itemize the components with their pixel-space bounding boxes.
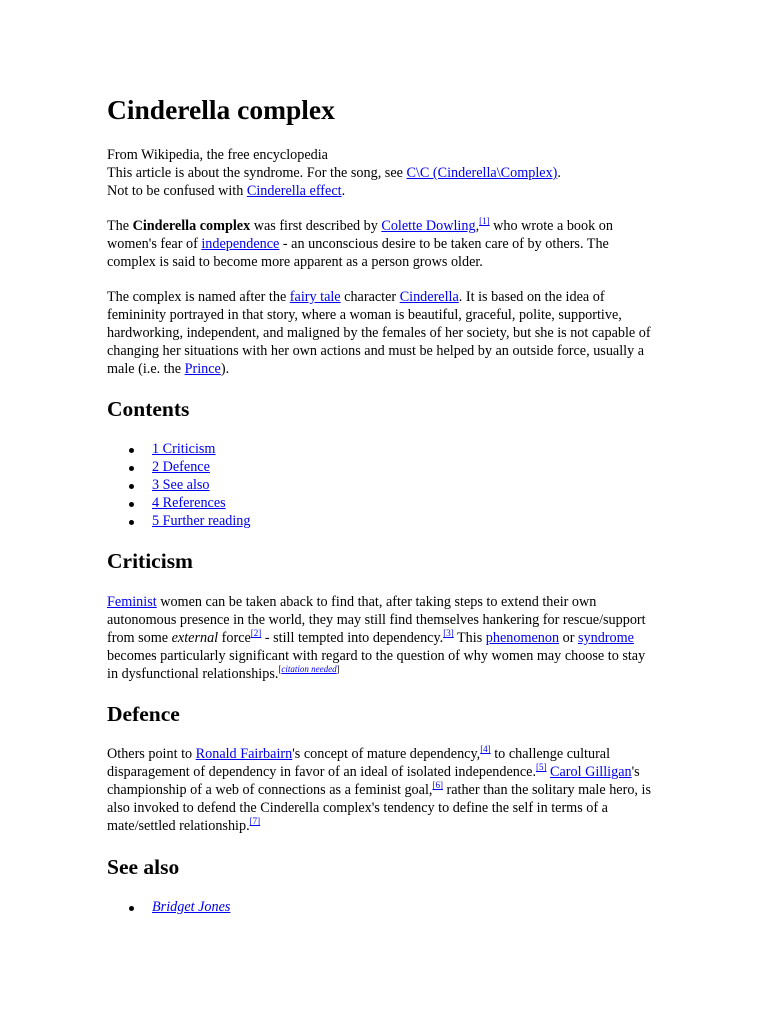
link-ronald-fairbairn[interactable]: Ronald Fairbairn bbox=[195, 746, 293, 762]
contents-heading: Contents bbox=[107, 397, 190, 421]
toc-link-see-also[interactable]: 3 See also bbox=[152, 477, 210, 493]
text: Others point to bbox=[107, 746, 196, 762]
hatnote-text: . bbox=[557, 165, 561, 181]
toc-item bbox=[107, 458, 251, 476]
hatnote-text: Not to be confused with bbox=[107, 183, 247, 199]
text: ). bbox=[220, 361, 230, 377]
ref-6[interactable]: [6] bbox=[432, 780, 443, 790]
text: The complex is named after the bbox=[107, 289, 290, 305]
text: , bbox=[475, 218, 480, 234]
ref-1[interactable]: [1] bbox=[479, 216, 490, 226]
link-colette-dowling[interactable]: Colette Dowling bbox=[381, 218, 476, 234]
toc-link-references[interactable]: 4 References bbox=[152, 495, 226, 511]
page-title: Cinderella complex bbox=[107, 94, 335, 125]
intro-paragraph-1 bbox=[107, 217, 652, 271]
criticism-heading: Criticism bbox=[107, 549, 193, 573]
bold-term: Cinderella complex bbox=[132, 218, 251, 234]
text: - still tempted into dependency. bbox=[261, 630, 444, 646]
text: women can be taken aback to find that, after taking steps to extend their own autonomous presence in the world, they may still find themselves hankering for rescue/support from some bbox=[107, 594, 646, 646]
hatnote-song bbox=[107, 164, 652, 182]
text: 's concept of mature dependency, bbox=[292, 746, 481, 762]
toc-item bbox=[107, 476, 251, 494]
link-phenomenon[interactable]: phenomenon bbox=[485, 630, 560, 646]
text: character bbox=[340, 289, 400, 305]
defence-paragraph bbox=[107, 745, 652, 835]
see-also-list bbox=[107, 898, 230, 916]
link-bridget-jones[interactable]: Bridget Jones bbox=[152, 899, 231, 915]
link-fairy-tale[interactable]: fairy tale bbox=[289, 289, 341, 305]
ref-7[interactable]: [7] bbox=[249, 816, 261, 826]
citation-needed-link[interactable]: citation needed bbox=[281, 664, 337, 674]
text: This bbox=[453, 630, 486, 646]
text: . It is based on the idea of femininity portrayed in that story, where a woman is beautiful, graceful, polite, supportive, hardworking, independent, and maligned by the females of her society, but she is not capable of changing her situations with her own actions and must be helped by an outside force, usually a male (i.e. the bbox=[107, 289, 651, 377]
see-also-heading: See also bbox=[107, 855, 180, 879]
defence-heading: Defence bbox=[107, 702, 180, 726]
hatnote-confused bbox=[107, 182, 652, 200]
text: becomes particularly significant with regard to the question of why women may choose to stay in dysfunctional relationships. bbox=[107, 648, 646, 682]
bracket: [ bbox=[278, 664, 282, 674]
text: was first described by bbox=[250, 218, 382, 234]
text: rather than the solitary male hero, is also invoked to defend the Cinderella complex's tendency to define the self in terms of a mate/settled relationship. bbox=[107, 782, 651, 834]
article-header bbox=[107, 146, 652, 200]
text: force bbox=[218, 630, 251, 646]
table-of-contents bbox=[107, 440, 251, 530]
toc-link-defence[interactable]: 2 Defence bbox=[152, 459, 210, 475]
bracket: ] bbox=[336, 664, 340, 674]
link-cinderella[interactable]: Cinderella bbox=[399, 289, 459, 305]
link-carol-gilligan[interactable]: Carol Gilligan bbox=[550, 764, 632, 780]
toc-item bbox=[107, 512, 251, 530]
hatnote-text: This article is about the syndrome. For the song, see bbox=[107, 165, 407, 181]
ref-5[interactable]: [5] bbox=[536, 762, 547, 772]
toc-link-criticism[interactable]: 1 Criticism bbox=[152, 441, 216, 457]
ref-3[interactable]: [3] bbox=[443, 628, 454, 638]
text: to challenge cultural disparagement of dependency in favor of an ideal of isolated independence. bbox=[107, 746, 611, 780]
text: who wrote a book on women's fear of bbox=[107, 218, 613, 252]
toc-item bbox=[107, 440, 251, 458]
toc-link-further-reading[interactable]: 5 Further reading bbox=[152, 513, 251, 529]
text: The bbox=[107, 218, 133, 234]
text: 's championship of a web of connections as a feminist goal, bbox=[107, 764, 640, 798]
toc-item bbox=[107, 494, 251, 512]
link-cc-cinderella-complex[interactable]: C\C (Cinderella\Complex) bbox=[406, 165, 558, 181]
hatnote-text: . bbox=[341, 183, 346, 199]
text: - an unconscious desire to be taken care of by others. The complex is said to become more apparent as a person grows older. bbox=[107, 236, 609, 270]
link-cinderella-effect[interactable]: Cinderella effect bbox=[246, 183, 342, 199]
list-item bbox=[107, 898, 230, 916]
site-subtitle: From Wikipedia, the free encyclopedia bbox=[107, 147, 328, 163]
intro-paragraph-2 bbox=[107, 288, 652, 378]
ref-4[interactable]: [4] bbox=[480, 744, 491, 754]
emphasis: external bbox=[171, 630, 219, 646]
link-feminist[interactable]: Feminist bbox=[107, 594, 157, 610]
criticism-paragraph bbox=[107, 593, 652, 683]
link-prince[interactable]: Prince bbox=[184, 361, 221, 377]
ref-2[interactable]: [2] bbox=[250, 628, 262, 638]
link-independence[interactable]: independence bbox=[201, 236, 280, 252]
text: or bbox=[559, 630, 578, 646]
link-syndrome[interactable]: syndrome bbox=[577, 630, 634, 646]
